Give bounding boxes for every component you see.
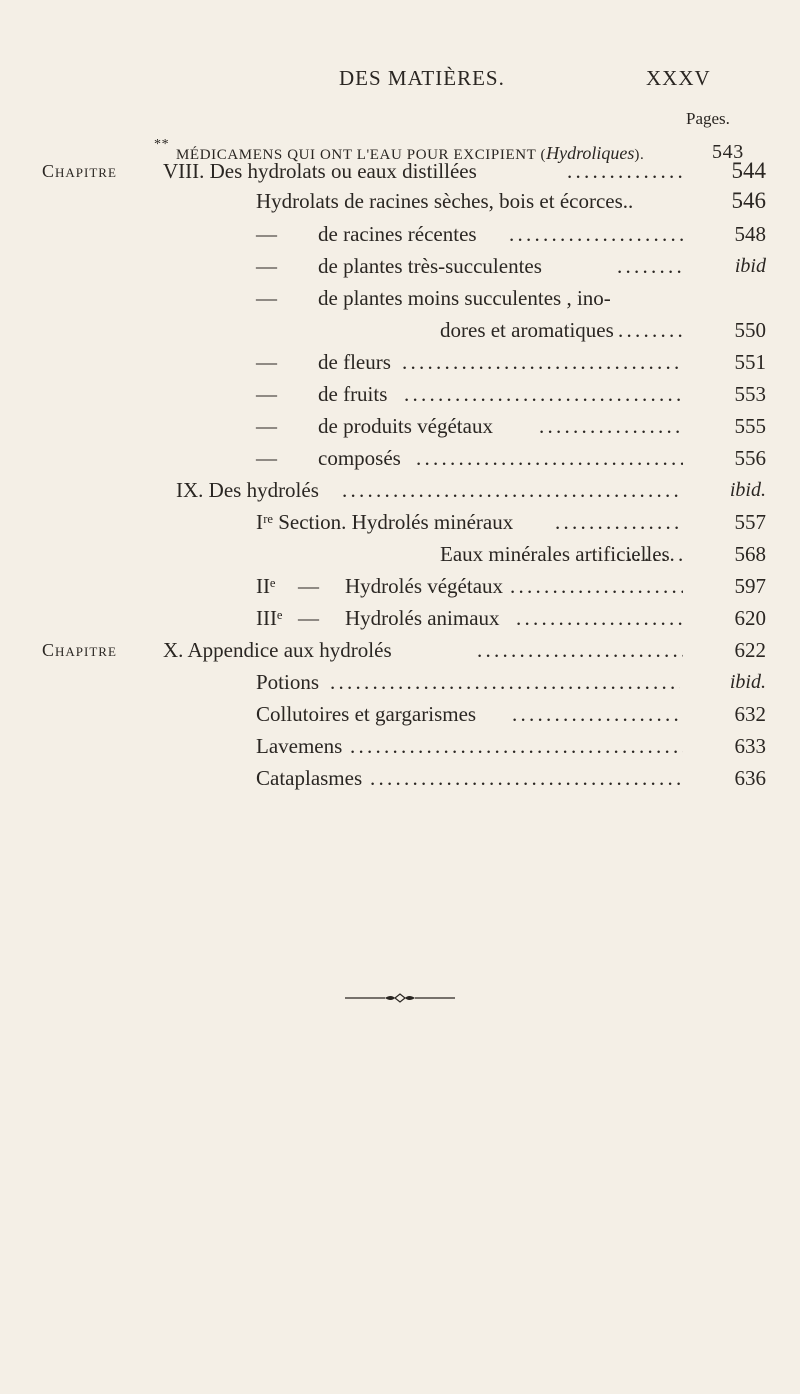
dot-leader: [402, 346, 683, 378]
entry-page: 553: [734, 382, 766, 406]
entry-page: 633: [734, 734, 766, 758]
entry-page: 597: [734, 574, 766, 598]
entry-page: 622: [734, 638, 766, 662]
ditto-dash: —: [256, 254, 277, 278]
toc-entry: [0, 634, 800, 666]
ditto-dash: —: [256, 446, 277, 470]
section-prefix: IIᵉ: [256, 574, 276, 598]
running-header: [0, 66, 800, 96]
subheading-page: 543: [712, 141, 744, 163]
toc-entry: [0, 730, 800, 762]
toc-entry: [0, 218, 800, 250]
entry-label: Collutoires et gargarismes: [256, 702, 477, 726]
dot-leader: [404, 378, 683, 410]
entry-page: ibid: [734, 255, 766, 277]
toc-entry: [0, 538, 800, 570]
dot-leader: [618, 314, 683, 346]
entry-label: Lavemens: [256, 734, 343, 758]
ditto-dash: —: [256, 286, 277, 310]
dot-leader: [330, 666, 680, 698]
toc-entry: [0, 570, 800, 602]
entry-label: IX. Des hydrolés: [176, 478, 319, 502]
dot-leader: [370, 762, 683, 794]
dot-leader: [516, 602, 683, 634]
toc-entry: [0, 602, 800, 634]
chapter-prefix: Chapitre: [42, 640, 117, 660]
dot-leader: [477, 634, 683, 666]
entry-page: 557: [734, 510, 766, 534]
pages-column-label: Pages.: [686, 109, 730, 128]
end-ornament: [345, 993, 455, 1003]
dot-leader: [350, 730, 683, 762]
subheading-text: MÉDICAMENS QUI ONT L'EAU POUR EXCIPIENT (Hydroliques).: [176, 143, 645, 163]
dot-leader: [617, 250, 683, 282]
ditto-dash: —: [256, 350, 277, 374]
subheading-stars: **: [154, 137, 170, 152]
toc-entry: [0, 314, 800, 346]
toc-entry: [0, 185, 800, 217]
toc-entry: [0, 346, 800, 378]
toc-entry: [0, 250, 800, 282]
entry-label: de produits végétaux: [318, 414, 493, 438]
entry-page: 636: [734, 766, 766, 790]
toc-entry: [0, 506, 800, 538]
entry-page: ibid.: [729, 671, 766, 693]
entry-page: 544: [731, 158, 766, 183]
dot-leader: [567, 155, 683, 187]
toc-entry: [0, 698, 800, 730]
entry-label: de fruits: [318, 382, 388, 406]
dot-leader: [510, 570, 683, 602]
entry-label: de plantes très-succulentes: [318, 254, 542, 278]
entry-label: Hydrolés animaux: [345, 606, 500, 630]
header-page-number: XXXV: [646, 66, 711, 90]
dot-leader: [416, 442, 683, 474]
entry-page: 548: [734, 222, 766, 246]
ditto-dash: —: [256, 222, 277, 246]
ditto-dash: —: [298, 606, 319, 630]
subheading-italic: Hydroliques: [546, 143, 635, 163]
entry-label: VIII. Des hydrolats ou eaux distillées: [163, 159, 477, 183]
dot-leader: [512, 698, 683, 730]
ditto-dash: —: [298, 574, 319, 598]
entry-label: Eaux minérales artificielles: [440, 542, 670, 566]
chapter-prefix: Chapitre: [42, 161, 117, 181]
ditto-dash: —: [256, 414, 277, 438]
ditto-dash: —: [256, 382, 277, 406]
section-prefix: IIIᵉ: [256, 606, 283, 630]
entry-page: 568: [734, 542, 766, 566]
entry-label: composés: [318, 446, 401, 470]
toc-entry: [0, 378, 800, 410]
toc-entry: [0, 282, 800, 314]
toc-entry: [0, 442, 800, 474]
toc-entry: [0, 762, 800, 794]
dot-leader: [342, 474, 680, 506]
entry-label: de racines récentes: [318, 222, 477, 246]
entry-page: 555: [734, 414, 766, 438]
toc-entry: [0, 666, 800, 698]
entry-label: de plantes moins succulentes , ino-: [318, 286, 611, 310]
dot-leader: [509, 218, 683, 250]
entry-label: Potions: [256, 670, 320, 694]
header-title: DES MATIÈRES.: [339, 66, 505, 90]
entry-label: Cataplasmes: [256, 766, 363, 790]
entry-page: 556: [734, 446, 766, 470]
entry-label: X. Appendice aux hydrolés: [163, 638, 392, 662]
entry-label: de fleurs: [318, 350, 391, 374]
entry-label: Hydrolats de racines sèches, bois et écorces..: [256, 189, 634, 213]
toc-entry: [0, 410, 800, 442]
entry-page: 550: [734, 318, 766, 342]
toc-entry: [0, 155, 800, 187]
entry-label: Hydrolés végétaux: [345, 574, 504, 598]
entry-label: Iʳᵉ Section. Hydrolés minéraux: [256, 510, 514, 534]
entry-page: 620: [734, 606, 766, 630]
entry-page: ibid.: [729, 479, 766, 501]
toc-entry: [0, 474, 800, 506]
entry-label: dores et aromatiques: [440, 318, 614, 342]
entry-page: 632: [734, 702, 766, 726]
entry-page: 546: [731, 188, 766, 213]
entry-page: 551: [734, 350, 766, 374]
dot-leader: [555, 506, 683, 538]
dot-leader: [627, 538, 683, 570]
dot-leader: [539, 410, 683, 442]
